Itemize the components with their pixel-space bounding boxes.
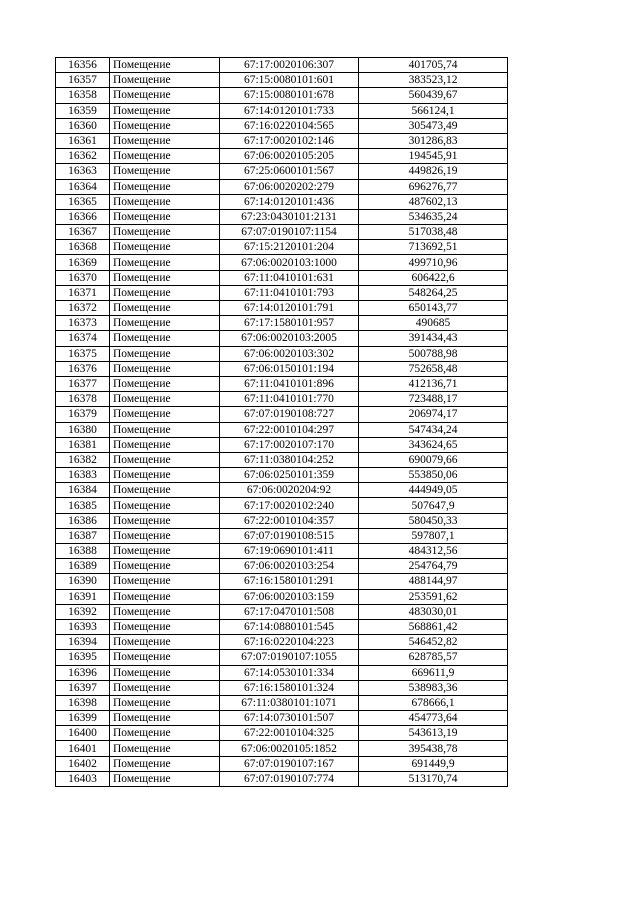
cadastral-value-cell: 454773,64 [359, 711, 508, 726]
row-number-cell: 16369 [56, 255, 110, 270]
object-type-cell: Помещение [110, 650, 220, 665]
row-number-cell: 16370 [56, 270, 110, 285]
cadastral-number-cell: 67:25:0600101:567 [220, 164, 359, 179]
object-type-cell: Помещение [110, 741, 220, 756]
row-number-cell: 16381 [56, 437, 110, 452]
object-type-cell: Помещение [110, 133, 220, 148]
registry-table [55, 57, 508, 787]
cadastral-value-cell: 499710,96 [359, 255, 508, 270]
object-type-cell: Помещение [110, 346, 220, 361]
object-type-cell: Помещение [110, 437, 220, 452]
object-type-cell: Помещение [110, 316, 220, 331]
table-row [56, 650, 508, 665]
cadastral-value-cell: 513170,74 [359, 771, 508, 786]
row-number-cell: 16397 [56, 680, 110, 695]
table-row [56, 316, 508, 331]
row-number-cell: 16401 [56, 741, 110, 756]
object-type-cell: Помещение [110, 528, 220, 543]
registry-table-body [56, 58, 508, 787]
cadastral-number-cell: 67:07:0190107:167 [220, 756, 359, 771]
object-type-cell: Помещение [110, 376, 220, 391]
cadastral-number-cell: 67:14:0730101:507 [220, 711, 359, 726]
table-row [56, 604, 508, 619]
cadastral-value-cell: 383523,12 [359, 73, 508, 88]
object-type-cell: Помещение [110, 695, 220, 710]
object-type-cell: Помещение [110, 73, 220, 88]
cadastral-number-cell: 67:16:0220104:565 [220, 118, 359, 133]
row-number-cell: 16356 [56, 58, 110, 73]
row-number-cell: 16385 [56, 498, 110, 513]
table-row [56, 619, 508, 634]
table-row [56, 528, 508, 543]
cadastral-value-cell: 580450,33 [359, 513, 508, 528]
object-type-cell: Помещение [110, 498, 220, 513]
cadastral-number-cell: 67:14:0120101:733 [220, 103, 359, 118]
cadastral-value-cell: 546452,82 [359, 635, 508, 650]
object-type-cell: Помещение [110, 331, 220, 346]
cadastral-value-cell: 606422,6 [359, 270, 508, 285]
row-number-cell: 16358 [56, 88, 110, 103]
table-row [56, 240, 508, 255]
cadastral-value-cell: 534635,24 [359, 209, 508, 224]
object-type-cell: Помещение [110, 118, 220, 133]
row-number-cell: 16378 [56, 392, 110, 407]
cadastral-value-cell: 650143,77 [359, 301, 508, 316]
object-type-cell: Помещение [110, 452, 220, 467]
cadastral-value-cell: 490685 [359, 316, 508, 331]
row-number-cell: 16388 [56, 544, 110, 559]
cadastral-value-cell: 713692,51 [359, 240, 508, 255]
cadastral-value-cell: 507647,9 [359, 498, 508, 513]
cadastral-value-cell: 628785,57 [359, 650, 508, 665]
row-number-cell: 16361 [56, 133, 110, 148]
cadastral-number-cell: 67:14:0120101:791 [220, 301, 359, 316]
cadastral-number-cell: 67:15:0080101:678 [220, 88, 359, 103]
object-type-cell: Помещение [110, 422, 220, 437]
cadastral-number-cell: 67:07:0190108:727 [220, 407, 359, 422]
cadastral-number-cell: 67:17:0020106:307 [220, 58, 359, 73]
object-type-cell: Помещение [110, 665, 220, 680]
cadastral-number-cell: 67:06:0020105:205 [220, 149, 359, 164]
table-row [56, 331, 508, 346]
object-type-cell: Помещение [110, 680, 220, 695]
table-row [56, 711, 508, 726]
cadastral-number-cell: 67:14:0880101:545 [220, 619, 359, 634]
cadastral-number-cell: 67:11:0410101:631 [220, 270, 359, 285]
row-number-cell: 16387 [56, 528, 110, 543]
row-number-cell: 16394 [56, 635, 110, 650]
cadastral-value-cell: 548264,25 [359, 285, 508, 300]
object-type-cell: Помещение [110, 544, 220, 559]
table-row [56, 422, 508, 437]
cadastral-number-cell: 67:06:0020204:92 [220, 483, 359, 498]
cadastral-value-cell: 500788,98 [359, 346, 508, 361]
table-row [56, 255, 508, 270]
object-type-cell: Помещение [110, 285, 220, 300]
cadastral-number-cell: 67:17:1580101:957 [220, 316, 359, 331]
table-row [56, 407, 508, 422]
table-row [56, 559, 508, 574]
cadastral-value-cell: 752658,48 [359, 361, 508, 376]
object-type-cell: Помещение [110, 771, 220, 786]
object-type-cell: Помещение [110, 270, 220, 285]
table-row [56, 741, 508, 756]
cadastral-value-cell: 391434,43 [359, 331, 508, 346]
cadastral-number-cell: 67:06:0250101:359 [220, 468, 359, 483]
cadastral-value-cell: 305473,49 [359, 118, 508, 133]
table-row [56, 468, 508, 483]
object-type-cell: Помещение [110, 574, 220, 589]
table-row [56, 58, 508, 73]
cadastral-number-cell: 67:06:0020103:1000 [220, 255, 359, 270]
cadastral-value-cell: 568861,42 [359, 619, 508, 634]
cadastral-number-cell: 67:11:0410101:793 [220, 285, 359, 300]
row-number-cell: 16391 [56, 589, 110, 604]
cadastral-number-cell: 67:17:0020102:146 [220, 133, 359, 148]
cadastral-value-cell: 484312,56 [359, 544, 508, 559]
object-type-cell: Помещение [110, 361, 220, 376]
cadastral-value-cell: 343624,65 [359, 437, 508, 452]
row-number-cell: 16357 [56, 73, 110, 88]
object-type-cell: Помещение [110, 149, 220, 164]
cadastral-value-cell: 487602,13 [359, 194, 508, 209]
object-type-cell: Помещение [110, 589, 220, 604]
object-type-cell: Помещение [110, 483, 220, 498]
cadastral-number-cell: 67:07:0190107:774 [220, 771, 359, 786]
cadastral-number-cell: 67:11:0380101:1071 [220, 695, 359, 710]
table-row [56, 756, 508, 771]
cadastral-value-cell: 488144,97 [359, 574, 508, 589]
table-row [56, 270, 508, 285]
table-row [56, 179, 508, 194]
table-row [56, 118, 508, 133]
table-row [56, 695, 508, 710]
cadastral-value-cell: 253591,62 [359, 589, 508, 604]
cadastral-number-cell: 67:16:1580101:291 [220, 574, 359, 589]
cadastral-value-cell: 449826,19 [359, 164, 508, 179]
cadastral-value-cell: 395438,78 [359, 741, 508, 756]
object-type-cell: Помещение [110, 179, 220, 194]
table-row [56, 194, 508, 209]
table-row [56, 544, 508, 559]
cadastral-value-cell: 547434,24 [359, 422, 508, 437]
cadastral-number-cell: 67:22:0010104:357 [220, 513, 359, 528]
row-number-cell: 16363 [56, 164, 110, 179]
cadastral-value-cell: 444949,05 [359, 483, 508, 498]
table-row [56, 133, 508, 148]
cadastral-value-cell: 691449,9 [359, 756, 508, 771]
table-row [56, 771, 508, 786]
row-number-cell: 16367 [56, 225, 110, 240]
object-type-cell: Помещение [110, 756, 220, 771]
table-row [56, 346, 508, 361]
table-row [56, 149, 508, 164]
table-row [56, 680, 508, 695]
object-type-cell: Помещение [110, 225, 220, 240]
cadastral-value-cell: 254764,79 [359, 559, 508, 574]
cadastral-number-cell: 67:11:0410101:770 [220, 392, 359, 407]
object-type-cell: Помещение [110, 407, 220, 422]
cadastral-number-cell: 67:07:0190108:515 [220, 528, 359, 543]
table-row [56, 589, 508, 604]
cadastral-value-cell: 206974,17 [359, 407, 508, 422]
object-type-cell: Помещение [110, 255, 220, 270]
cadastral-value-cell: 669611,9 [359, 665, 508, 680]
cadastral-number-cell: 67:19:0690101:411 [220, 544, 359, 559]
object-type-cell: Помещение [110, 88, 220, 103]
table-row [56, 164, 508, 179]
row-number-cell: 16395 [56, 650, 110, 665]
cadastral-value-cell: 401705,74 [359, 58, 508, 73]
row-number-cell: 16376 [56, 361, 110, 376]
row-number-cell: 16383 [56, 468, 110, 483]
table-row [56, 452, 508, 467]
cadastral-value-cell: 412136,71 [359, 376, 508, 391]
cadastral-number-cell: 67:06:0020103:302 [220, 346, 359, 361]
row-number-cell: 16362 [56, 149, 110, 164]
table-row [56, 392, 508, 407]
table-row [56, 225, 508, 240]
row-number-cell: 16390 [56, 574, 110, 589]
cadastral-value-cell: 543613,19 [359, 726, 508, 741]
row-number-cell: 16373 [56, 316, 110, 331]
row-number-cell: 16400 [56, 726, 110, 741]
cadastral-value-cell: 560439,67 [359, 88, 508, 103]
table-row [56, 483, 508, 498]
cadastral-value-cell: 696276,77 [359, 179, 508, 194]
row-number-cell: 16384 [56, 483, 110, 498]
table-row [56, 376, 508, 391]
cadastral-number-cell: 67:11:0380104:252 [220, 452, 359, 467]
cadastral-number-cell: 67:06:0020202:279 [220, 179, 359, 194]
cadastral-value-cell: 194545,91 [359, 149, 508, 164]
cadastral-number-cell: 67:07:0190107:1055 [220, 650, 359, 665]
table-row [56, 726, 508, 741]
cadastral-number-cell: 67:15:2120101:204 [220, 240, 359, 255]
cadastral-number-cell: 67:06:0150101:194 [220, 361, 359, 376]
cadastral-number-cell: 67:16:1580101:324 [220, 680, 359, 695]
table-row [56, 498, 508, 513]
cadastral-value-cell: 517038,48 [359, 225, 508, 240]
cadastral-value-cell: 553850,06 [359, 468, 508, 483]
cadastral-value-cell: 690079,66 [359, 452, 508, 467]
object-type-cell: Помещение [110, 604, 220, 619]
cadastral-number-cell: 67:22:0010104:297 [220, 422, 359, 437]
cadastral-number-cell: 67:11:0410101:896 [220, 376, 359, 391]
row-number-cell: 16402 [56, 756, 110, 771]
object-type-cell: Помещение [110, 711, 220, 726]
row-number-cell: 16372 [56, 301, 110, 316]
table-row [56, 513, 508, 528]
row-number-cell: 16403 [56, 771, 110, 786]
cadastral-number-cell: 67:23:0430101:2131 [220, 209, 359, 224]
cadastral-number-cell: 67:06:0020105:1852 [220, 741, 359, 756]
table-row [56, 73, 508, 88]
row-number-cell: 16368 [56, 240, 110, 255]
row-number-cell: 16364 [56, 179, 110, 194]
row-number-cell: 16379 [56, 407, 110, 422]
object-type-cell: Помещение [110, 103, 220, 118]
row-number-cell: 16399 [56, 711, 110, 726]
object-type-cell: Помещение [110, 726, 220, 741]
table-row [56, 209, 508, 224]
object-type-cell: Помещение [110, 559, 220, 574]
cadastral-number-cell: 67:17:0020102:240 [220, 498, 359, 513]
table-row [56, 437, 508, 452]
cadastral-value-cell: 538983,36 [359, 680, 508, 695]
row-number-cell: 16371 [56, 285, 110, 300]
row-number-cell: 16377 [56, 376, 110, 391]
table-row [56, 361, 508, 376]
object-type-cell: Помещение [110, 468, 220, 483]
object-type-cell: Помещение [110, 164, 220, 179]
cadastral-number-cell: 67:14:0120101:436 [220, 194, 359, 209]
row-number-cell: 16386 [56, 513, 110, 528]
cadastral-number-cell: 67:17:0020107:170 [220, 437, 359, 452]
object-type-cell: Помещение [110, 513, 220, 528]
row-number-cell: 16360 [56, 118, 110, 133]
table-row [56, 301, 508, 316]
row-number-cell: 16365 [56, 194, 110, 209]
table-row [56, 285, 508, 300]
row-number-cell: 16392 [56, 604, 110, 619]
row-number-cell: 16374 [56, 331, 110, 346]
cadastral-number-cell: 67:17:0470101:508 [220, 604, 359, 619]
row-number-cell: 16398 [56, 695, 110, 710]
object-type-cell: Помещение [110, 58, 220, 73]
table-row [56, 574, 508, 589]
cadastral-value-cell: 597807,1 [359, 528, 508, 543]
row-number-cell: 16382 [56, 452, 110, 467]
object-type-cell: Помещение [110, 392, 220, 407]
cadastral-number-cell: 67:06:0020103:159 [220, 589, 359, 604]
row-number-cell: 16359 [56, 103, 110, 118]
object-type-cell: Помещение [110, 209, 220, 224]
cadastral-number-cell: 67:06:0020103:254 [220, 559, 359, 574]
object-type-cell: Помещение [110, 240, 220, 255]
object-type-cell: Помещение [110, 635, 220, 650]
table-row [56, 88, 508, 103]
table-row [56, 103, 508, 118]
cadastral-value-cell: 301286,83 [359, 133, 508, 148]
cadastral-number-cell: 67:22:0010104:325 [220, 726, 359, 741]
cadastral-number-cell: 67:14:0530101:334 [220, 665, 359, 680]
table-row [56, 635, 508, 650]
row-number-cell: 16366 [56, 209, 110, 224]
row-number-cell: 16396 [56, 665, 110, 680]
row-number-cell: 16389 [56, 559, 110, 574]
cadastral-value-cell: 678666,1 [359, 695, 508, 710]
cadastral-number-cell: 67:07:0190107:1154 [220, 225, 359, 240]
object-type-cell: Помещение [110, 194, 220, 209]
cadastral-value-cell: 723488,17 [359, 392, 508, 407]
object-type-cell: Помещение [110, 619, 220, 634]
table-row [56, 665, 508, 680]
row-number-cell: 16393 [56, 619, 110, 634]
cadastral-value-cell: 483030,01 [359, 604, 508, 619]
row-number-cell: 16380 [56, 422, 110, 437]
object-type-cell: Помещение [110, 301, 220, 316]
cadastral-number-cell: 67:16:0220104:223 [220, 635, 359, 650]
cadastral-number-cell: 67:06:0020103:2005 [220, 331, 359, 346]
cadastral-number-cell: 67:15:0080101:601 [220, 73, 359, 88]
cadastral-value-cell: 566124,1 [359, 103, 508, 118]
row-number-cell: 16375 [56, 346, 110, 361]
